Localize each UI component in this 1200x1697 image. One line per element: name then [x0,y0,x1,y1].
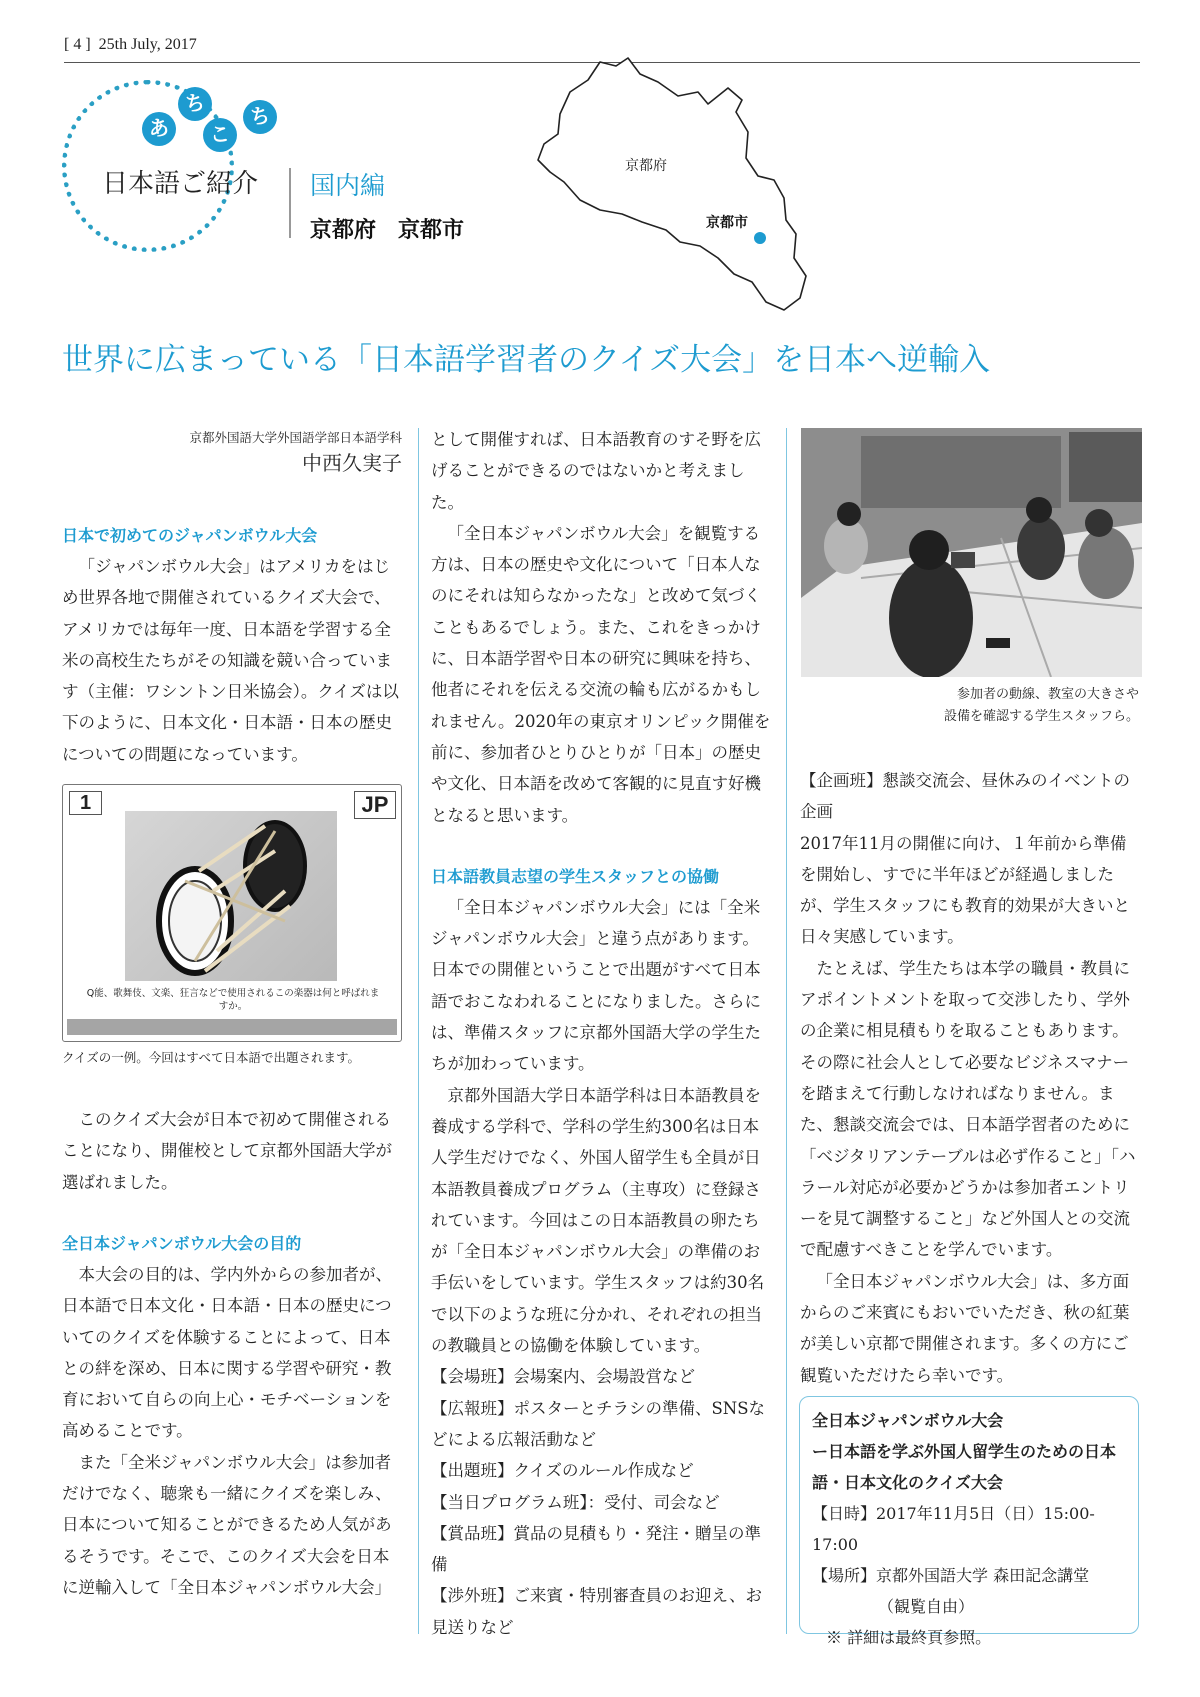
kyoto-map [530,52,840,317]
series-title: 日本語ご紹介 [102,169,259,199]
event-subtitle: ー日本語を学ぶ外国人留学生のための日本語・日本文化のクイズ大会 [812,1442,1117,1492]
list-item: 【出題班】クイズのルール作成など [431,1461,694,1481]
region-label: 国内編 [310,171,386,200]
byline-affiliation: 京都外国語大学外国語学部日本語学科 [189,430,402,445]
photo-caption-line-1: 参加者の動線、教室の大きさや [956,687,1139,702]
drum-icon [125,811,337,981]
logo-bubble-chi: ち [178,87,212,121]
section-heading: 全日本ジャパンボウル大会の目的 [62,1233,302,1253]
paragraph: 「全日本ジャパンボウル大会」を観覧する方は、日本の歴史や文化について「日本人なのにそれは知らなかったな」と改めて気づくこともあるでしょう。また、これをきっかけに、日本語学習や日本の研究に興味を持ち、他者にそれを伝える交流の輪も広がるかもしれません。2020年の東京オリンピック開催を前に、参加者ひとりひとりが「日本」の歴史や文化、日本語を改めて客観的に見直す好機となると思います。 [431,523,771,825]
column-rule [418,428,419,1634]
list-item: 【渉外班】ご来賓・特別審査員のお迎え、お見送りなど [431,1586,762,1637]
byline-author: 中西久実子 [302,451,402,475]
list-item: 【当日プログラム班】：受付、司会など [431,1492,720,1512]
list-item: 【会場班】会場案内、会場設営など [431,1367,695,1387]
title-divider [289,168,291,238]
classroom-photo [801,428,1142,677]
list-item: 【広報班】ポスターとチラシの準備、SNSなどによる広報活動など [431,1398,766,1449]
map-label-city: 京都市 [706,215,748,231]
event-admission: （観覧自由） [878,1597,975,1616]
photo-caption [801,684,1139,728]
event-date: 【日時】2017年11月5日（日）15:00-17:00 [812,1504,1095,1554]
map-outline [538,58,806,310]
city-dot-icon [754,232,766,244]
section-heading: 日本語教員志望の学生スタッフとの協働 [431,866,720,886]
location-title: 京都府 京都市 [310,218,465,243]
paragraph: たとえば、学生たちは本学の職員・教員にアポイントメントを取って交渉したり、学外の企業に相見積もりを取ることもあります。その際に社会人として必要なビジネスマナーを踏まえて行動しなければなりません。また、懇談交流会では、日本語学習者のために「ベジタリアンテーブルは必ず作ること」「ハラール対応が必要かどうかは参加者エントリーを見て調整すること」など外国人との交流で配慮すべきことを学んでいます。 [800,958,1136,1260]
paragraph: として開催すれば、日本語教育のすそ野を広げることができるのではないかと考えました。 [431,430,761,512]
quiz-question: Q能、歌舞伎、文楽、狂言などで使用されるこの楽器は何と呼ばれますか。 [86,988,380,1013]
event-info-box [799,1396,1139,1647]
page-header [64,36,197,54]
page-number: [ 4 ] [64,36,91,53]
quiz-answer-bar [67,1019,397,1035]
quiz-example-image [62,784,402,1042]
column-3 [800,765,1140,1391]
column-1 [62,428,402,1603]
paragraph: 「全日本ジャパンボウル大会」は、多方面からのご来賓にもおいでいただき、秋の紅葉が美しい京都で開催されます。多くの方にご観覧いただけたら幸いです。 [800,1271,1130,1385]
paragraph: 京都外国語大学日本語学科は日本語教員を養成する学科で、学科の学生約300名は日本人学生だけでなく、外国人留学生も全員が日本語教員養成プログラム（主専攻）に登録されています。今回はこの日本語教員の卵たちが「全日本ジャパンボウル大会」の準備のお手伝いをしています。学生スタッフは約30名で以下のような班に分かれ、それぞれの担当の教職員との協働を体験しています。 [431,1085,765,1356]
section-heading: 日本で初めてのジャパンボウル大会 [62,526,318,545]
map-label-pref: 京都府 [625,158,667,174]
logo-bubble-ko: こ [203,118,237,152]
classroom-photo-icon [801,428,1142,677]
logo-bubble-chi-2: ち [243,100,277,134]
column-2 [431,424,773,1643]
photo-caption-line-2: 設備を確認する学生スタッフら。 [943,709,1139,724]
image-caption: クイズの一例。今回はすべて日本語で出題されます。 [62,1050,361,1066]
event-venue: 【場所】京都外国語大学 森田記念講堂 [812,1566,1090,1585]
team-list [431,1361,773,1643]
paragraph: 2017年11月の開催に向け、１年前から準備を開始し、すでに半年ほどが経過しましたが、学生スタッフにも教育的効果が大きいと日々実感しています。 [800,833,1130,947]
event-title: 全日本ジャパンボウル大会 [812,1411,1004,1430]
event-note: ※ 詳細は最終頁参照。 [826,1628,992,1647]
logo-bubble-a: あ [142,112,176,146]
paragraph: 「全日本ジャパンボウル大会」には「全米ジャパンボウル大会」と違う点があります。日本での開催ということで出題がすべて日本語でおこなわれることになりました。さらには、準備スタッフに京都外国語大学の学生たちが加わっています。 [431,897,761,1074]
headline: 世界に広まっている「日本語学習者のクイズ大会」を日本へ逆輸入 [62,342,991,378]
drum-photo [125,811,337,981]
issue-date: 25th July, 2017 [98,36,197,53]
list-item: 【賞品班】賞品の見積もり・発注・贈呈の準備 [431,1523,761,1575]
paragraph: 本大会の目的は、学内外からの参加者が、日本語で日本文化・日本語・日本の歴史についてのクイズを体験することによって、日本との絆を深め、日本に関する学習や研究・教育において自らの向上心・モチベーションを高めることです。 [62,1264,392,1441]
paragraph: また「全米ジャパンボウル大会」は参加者だけでなく、聴衆も一緒にクイズを楽しみ、日本について知ることができるため人気があるそうです。そこで、このクイズ大会を日本に逆輸入して「全日本ジャパンボウル大会」 [62,1452,392,1597]
paragraph: 「ジャパンボウル大会」はアメリカをはじめ世界各地で開催されているクイズ大会で、アメリカでは毎年一度、日本語を学習する全米の高校生たちがその知識を競い合っています（主催：ワシントン日米協会）。クイズは以下のように、日本文化・日本語・日本の歴史についての問題になっています。 [62,557,399,764]
paragraph: 【企画班】懇談交流会、昼休みのイベントの企画 [800,771,1130,822]
column-rule [786,428,787,1634]
quiz-lang-badge: JP [354,791,396,819]
paragraph: このクイズ大会が日本で初めて開催されることになり、開催校として京都外国語大学が選ばれました。 [62,1110,392,1192]
quiz-number: 1 [69,791,102,815]
